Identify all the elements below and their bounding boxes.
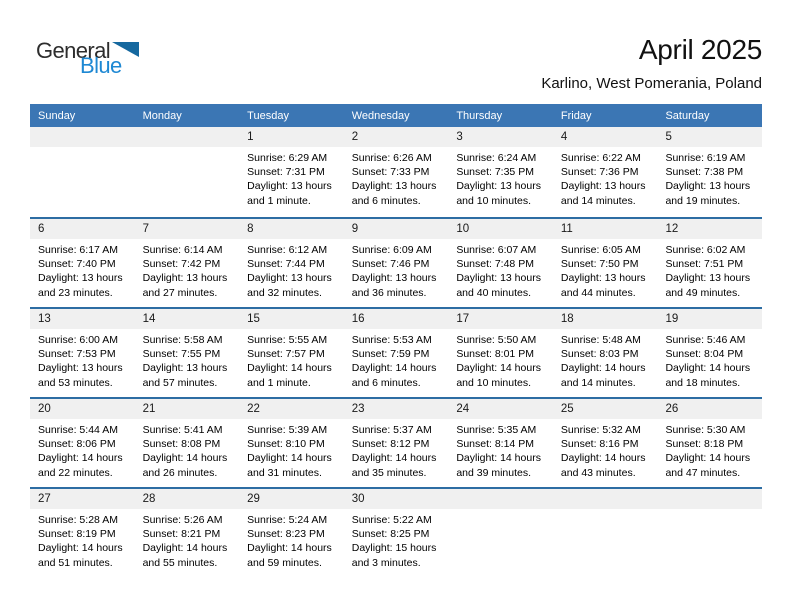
day-cell-empty — [30, 127, 135, 217]
day-number: 1 — [239, 127, 344, 147]
daylight-text: Daylight: 14 hours and 14 minutes. — [560, 362, 646, 389]
day-number: 20 — [30, 399, 135, 419]
day-cell-21 — [135, 399, 240, 487]
daylight-text: Daylight: 13 hours and 53 minutes. — [38, 362, 123, 389]
sunset-text: Sunset: 8:10 PM — [247, 438, 325, 451]
day-number: 30 — [344, 489, 449, 509]
week-row — [30, 487, 762, 577]
sunrise-text: Sunrise: 6:05 AM — [560, 244, 641, 256]
daylight-text: Daylight: 13 hours and 32 minutes. — [247, 272, 332, 299]
sunset-text: Sunset: 8:19 PM — [38, 528, 116, 541]
daylight-text: Daylight: 14 hours and 47 minutes. — [665, 452, 751, 479]
sunset-text: Sunset: 7:36 PM — [560, 166, 639, 179]
day-number: 15 — [239, 309, 344, 329]
weekday-tuesday: Tuesday — [247, 109, 289, 122]
day-cell-empty — [657, 489, 762, 577]
weekday-friday: Friday — [560, 109, 592, 122]
daylight-text: Daylight: 14 hours and 22 minutes. — [38, 452, 123, 479]
day-number: 13 — [30, 309, 135, 329]
day-cell-23 — [344, 399, 449, 487]
day-details — [448, 419, 553, 480]
daylight-text: Daylight: 13 hours and 19 minutes. — [665, 180, 751, 207]
day-number: 5 — [657, 127, 762, 147]
day-cell-20 — [30, 399, 135, 487]
day-number — [135, 127, 240, 147]
day-number — [553, 489, 658, 509]
day-number: 26 — [657, 399, 762, 419]
daylight-text: Daylight: 14 hours and 31 minutes. — [247, 452, 332, 479]
day-cell-2 — [344, 127, 449, 217]
day-details — [30, 239, 135, 300]
day-details — [657, 239, 762, 300]
day-cell-1 — [239, 127, 344, 217]
sunset-text: Sunset: 8:04 PM — [665, 348, 744, 361]
day-number — [657, 489, 762, 509]
day-details — [657, 329, 762, 390]
day-details — [135, 419, 240, 480]
daylight-text: Daylight: 14 hours and 39 minutes. — [456, 452, 541, 479]
weekday-wednesday: Wednesday — [351, 109, 410, 122]
day-number: 19 — [657, 309, 762, 329]
sunset-text: Sunset: 7:42 PM — [142, 258, 221, 271]
day-details — [657, 509, 762, 513]
page-subtitle: Karlino, West Pomerania, Poland — [541, 75, 762, 92]
day-number: 25 — [553, 399, 658, 419]
day-details — [553, 147, 658, 208]
day-number: 22 — [239, 399, 344, 419]
sunrise-text: Sunrise: 5:39 AM — [247, 424, 328, 436]
sunset-text: Sunset: 8:03 PM — [560, 348, 639, 361]
page-title: April 2025 — [638, 34, 762, 65]
sunset-text: Sunset: 7:59 PM — [351, 348, 430, 361]
day-details — [30, 419, 135, 480]
day-number: 3 — [448, 127, 553, 147]
daylight-text: Daylight: 14 hours and 35 minutes. — [351, 452, 437, 479]
day-cell-13 — [30, 309, 135, 397]
day-cell-16 — [344, 309, 449, 397]
sunrise-text: Sunrise: 5:32 AM — [560, 424, 641, 436]
weekday-saturday: Saturday — [665, 109, 710, 122]
daylight-text: Daylight: 15 hours and 3 minutes. — [351, 542, 437, 569]
day-cell-12 — [657, 219, 762, 307]
day-cell-4 — [553, 127, 658, 217]
sunrise-text: Sunrise: 6:12 AM — [247, 244, 328, 256]
sunset-text: Sunset: 8:25 PM — [351, 528, 430, 541]
week-row — [30, 397, 762, 487]
week-row — [30, 127, 762, 217]
week-row — [30, 307, 762, 397]
day-details — [553, 509, 658, 513]
day-cell-29 — [239, 489, 344, 577]
weekday-monday: Monday — [142, 109, 182, 122]
day-cell-28 — [135, 489, 240, 577]
day-cell-5 — [657, 127, 762, 217]
day-number: 8 — [239, 219, 344, 239]
sunset-text: Sunset: 7:55 PM — [142, 348, 221, 361]
sunset-text: Sunset: 8:01 PM — [456, 348, 534, 361]
daylight-text: Daylight: 14 hours and 26 minutes. — [142, 452, 228, 479]
sunrise-text: Sunrise: 5:53 AM — [351, 334, 432, 346]
sunrise-text: Sunrise: 5:41 AM — [142, 424, 223, 436]
sunset-text: Sunset: 7:48 PM — [456, 258, 534, 271]
sunrise-text: Sunrise: 5:24 AM — [247, 514, 328, 526]
sunset-text: Sunset: 7:35 PM — [456, 166, 534, 179]
day-number: 23 — [344, 399, 449, 419]
day-number: 6 — [30, 219, 135, 239]
day-number: 16 — [344, 309, 449, 329]
sunrise-text: Sunrise: 6:22 AM — [560, 152, 641, 164]
day-details — [135, 147, 240, 151]
daylight-text: Daylight: 13 hours and 49 minutes. — [665, 272, 751, 299]
daylight-text: Daylight: 13 hours and 6 minutes. — [351, 180, 437, 207]
day-details — [239, 419, 344, 480]
week-row — [30, 217, 762, 307]
sunrise-text: Sunrise: 5:28 AM — [38, 514, 118, 526]
day-cell-10 — [448, 219, 553, 307]
sunset-text: Sunset: 8:14 PM — [456, 438, 534, 451]
sunrise-text: Sunrise: 5:58 AM — [142, 334, 223, 346]
sunset-text: Sunset: 7:40 PM — [38, 258, 116, 271]
day-cell-empty — [553, 489, 658, 577]
day-details — [553, 329, 658, 390]
sunrise-text: Sunrise: 5:37 AM — [351, 424, 432, 436]
day-cell-19 — [657, 309, 762, 397]
sunset-text: Sunset: 7:44 PM — [247, 258, 325, 271]
sunrise-text: Sunrise: 5:46 AM — [665, 334, 746, 346]
sunset-text: Sunset: 8:08 PM — [142, 438, 221, 451]
day-cell-14 — [135, 309, 240, 397]
day-cell-22 — [239, 399, 344, 487]
day-details — [135, 329, 240, 390]
weekday-thursday: Thursday — [456, 109, 503, 122]
logo-text-general: General — [36, 38, 111, 63]
calendar-table — [30, 104, 762, 577]
daylight-text: Daylight: 14 hours and 6 minutes. — [351, 362, 437, 389]
day-details — [344, 329, 449, 390]
sunrise-text: Sunrise: 6:29 AM — [247, 152, 328, 164]
sunset-text: Sunset: 7:33 PM — [351, 166, 430, 179]
day-number: 2 — [344, 127, 449, 147]
sunrise-text: Sunrise: 6:00 AM — [38, 334, 118, 346]
sunset-text: Sunset: 8:23 PM — [247, 528, 325, 541]
sunset-text: Sunset: 7:38 PM — [665, 166, 744, 179]
day-details — [553, 239, 658, 300]
sunset-text: Sunset: 7:46 PM — [351, 258, 430, 271]
day-details — [344, 509, 449, 570]
day-cell-17 — [448, 309, 553, 397]
day-cell-7 — [135, 219, 240, 307]
daylight-text: Daylight: 13 hours and 1 minute. — [247, 180, 332, 207]
day-details — [448, 239, 553, 300]
daylight-text: Daylight: 14 hours and 55 minutes. — [142, 542, 228, 569]
daylight-text: Daylight: 14 hours and 51 minutes. — [38, 542, 123, 569]
sunrise-text: Sunrise: 6:17 AM — [38, 244, 118, 256]
sunset-text: Sunset: 8:16 PM — [560, 438, 639, 451]
daylight-text: Daylight: 13 hours and 36 minutes. — [351, 272, 437, 299]
day-cell-30 — [344, 489, 449, 577]
sunrise-text: Sunrise: 5:35 AM — [456, 424, 537, 436]
day-cell-empty — [135, 127, 240, 217]
sunset-text: Sunset: 8:21 PM — [142, 528, 221, 541]
day-number: 17 — [448, 309, 553, 329]
day-cell-25 — [553, 399, 658, 487]
day-cell-9 — [344, 219, 449, 307]
day-details — [135, 509, 240, 570]
day-cell-6 — [30, 219, 135, 307]
sunrise-text: Sunrise: 5:48 AM — [560, 334, 641, 346]
day-number: 14 — [135, 309, 240, 329]
daylight-text: Daylight: 14 hours and 1 minute. — [247, 362, 332, 389]
day-details — [239, 239, 344, 300]
sunset-text: Sunset: 7:50 PM — [560, 258, 639, 271]
day-details — [657, 147, 762, 208]
day-details — [448, 147, 553, 208]
daylight-text: Daylight: 13 hours and 40 minutes. — [456, 272, 541, 299]
general-blue-logo — [36, 40, 139, 77]
day-cell-11 — [553, 219, 658, 307]
day-number: 27 — [30, 489, 135, 509]
sunset-text: Sunset: 7:53 PM — [38, 348, 116, 361]
sunset-text: Sunset: 8:18 PM — [665, 438, 744, 451]
day-details — [30, 329, 135, 390]
day-number: 9 — [344, 219, 449, 239]
day-cell-8 — [239, 219, 344, 307]
sunset-text: Sunset: 8:12 PM — [351, 438, 430, 451]
logo-text-blue: Blue — [80, 53, 122, 78]
day-number: 10 — [448, 219, 553, 239]
sunset-text: Sunset: 7:51 PM — [665, 258, 744, 271]
day-number: 11 — [553, 219, 658, 239]
day-cell-24 — [448, 399, 553, 487]
day-cell-26 — [657, 399, 762, 487]
day-number: 7 — [135, 219, 240, 239]
day-cell-18 — [553, 309, 658, 397]
daylight-text: Daylight: 14 hours and 59 minutes. — [247, 542, 332, 569]
day-cell-3 — [448, 127, 553, 217]
day-number: 4 — [553, 127, 658, 147]
sunrise-text: Sunrise: 5:44 AM — [38, 424, 118, 436]
day-details — [239, 329, 344, 390]
sunset-text: Sunset: 7:57 PM — [247, 348, 325, 361]
sunrise-text: Sunrise: 5:22 AM — [351, 514, 432, 526]
day-number — [448, 489, 553, 509]
day-details — [448, 329, 553, 390]
sunrise-text: Sunrise: 5:55 AM — [247, 334, 328, 346]
day-details — [30, 509, 135, 570]
sunset-text: Sunset: 8:06 PM — [38, 438, 116, 451]
day-number: 29 — [239, 489, 344, 509]
sunrise-text: Sunrise: 6:19 AM — [665, 152, 746, 164]
sunrise-text: Sunrise: 5:50 AM — [456, 334, 537, 346]
day-details — [344, 239, 449, 300]
sunrise-text: Sunrise: 6:07 AM — [456, 244, 537, 256]
sunrise-text: Sunrise: 6:24 AM — [456, 152, 537, 164]
daylight-text: Daylight: 13 hours and 23 minutes. — [38, 272, 123, 299]
sunrise-text: Sunrise: 5:26 AM — [142, 514, 223, 526]
day-details — [344, 147, 449, 208]
day-cell-27 — [30, 489, 135, 577]
day-details — [657, 419, 762, 480]
day-details — [135, 239, 240, 300]
daylight-text: Daylight: 13 hours and 57 minutes. — [142, 362, 228, 389]
day-number — [30, 127, 135, 147]
day-number: 24 — [448, 399, 553, 419]
sunrise-text: Sunrise: 6:26 AM — [351, 152, 432, 164]
sunset-text: Sunset: 7:31 PM — [247, 166, 325, 179]
daylight-text: Daylight: 14 hours and 10 minutes. — [456, 362, 541, 389]
sunrise-text: Sunrise: 6:14 AM — [142, 244, 223, 256]
daylight-text: Daylight: 14 hours and 43 minutes. — [560, 452, 646, 479]
daylight-text: Daylight: 13 hours and 14 minutes. — [560, 180, 646, 207]
day-number: 12 — [657, 219, 762, 239]
day-cell-empty — [448, 489, 553, 577]
daylight-text: Daylight: 14 hours and 18 minutes. — [665, 362, 751, 389]
day-details — [30, 147, 135, 151]
daylight-text: Daylight: 13 hours and 10 minutes. — [456, 180, 541, 207]
sunrise-text: Sunrise: 5:30 AM — [665, 424, 746, 436]
day-number: 21 — [135, 399, 240, 419]
day-details — [239, 509, 344, 570]
calendar-body — [30, 127, 762, 577]
day-details — [448, 509, 553, 513]
day-details — [553, 419, 658, 480]
daylight-text: Daylight: 13 hours and 27 minutes. — [142, 272, 228, 299]
day-number: 28 — [135, 489, 240, 509]
day-cell-15 — [239, 309, 344, 397]
day-number: 18 — [553, 309, 658, 329]
weekday-sunday: Sunday — [38, 109, 76, 122]
sunrise-text: Sunrise: 6:09 AM — [351, 244, 432, 256]
sunrise-text: Sunrise: 6:02 AM — [665, 244, 746, 256]
day-details — [239, 147, 344, 208]
weekday-header-row — [30, 104, 762, 127]
day-details — [344, 419, 449, 480]
daylight-text: Daylight: 13 hours and 44 minutes. — [560, 272, 646, 299]
